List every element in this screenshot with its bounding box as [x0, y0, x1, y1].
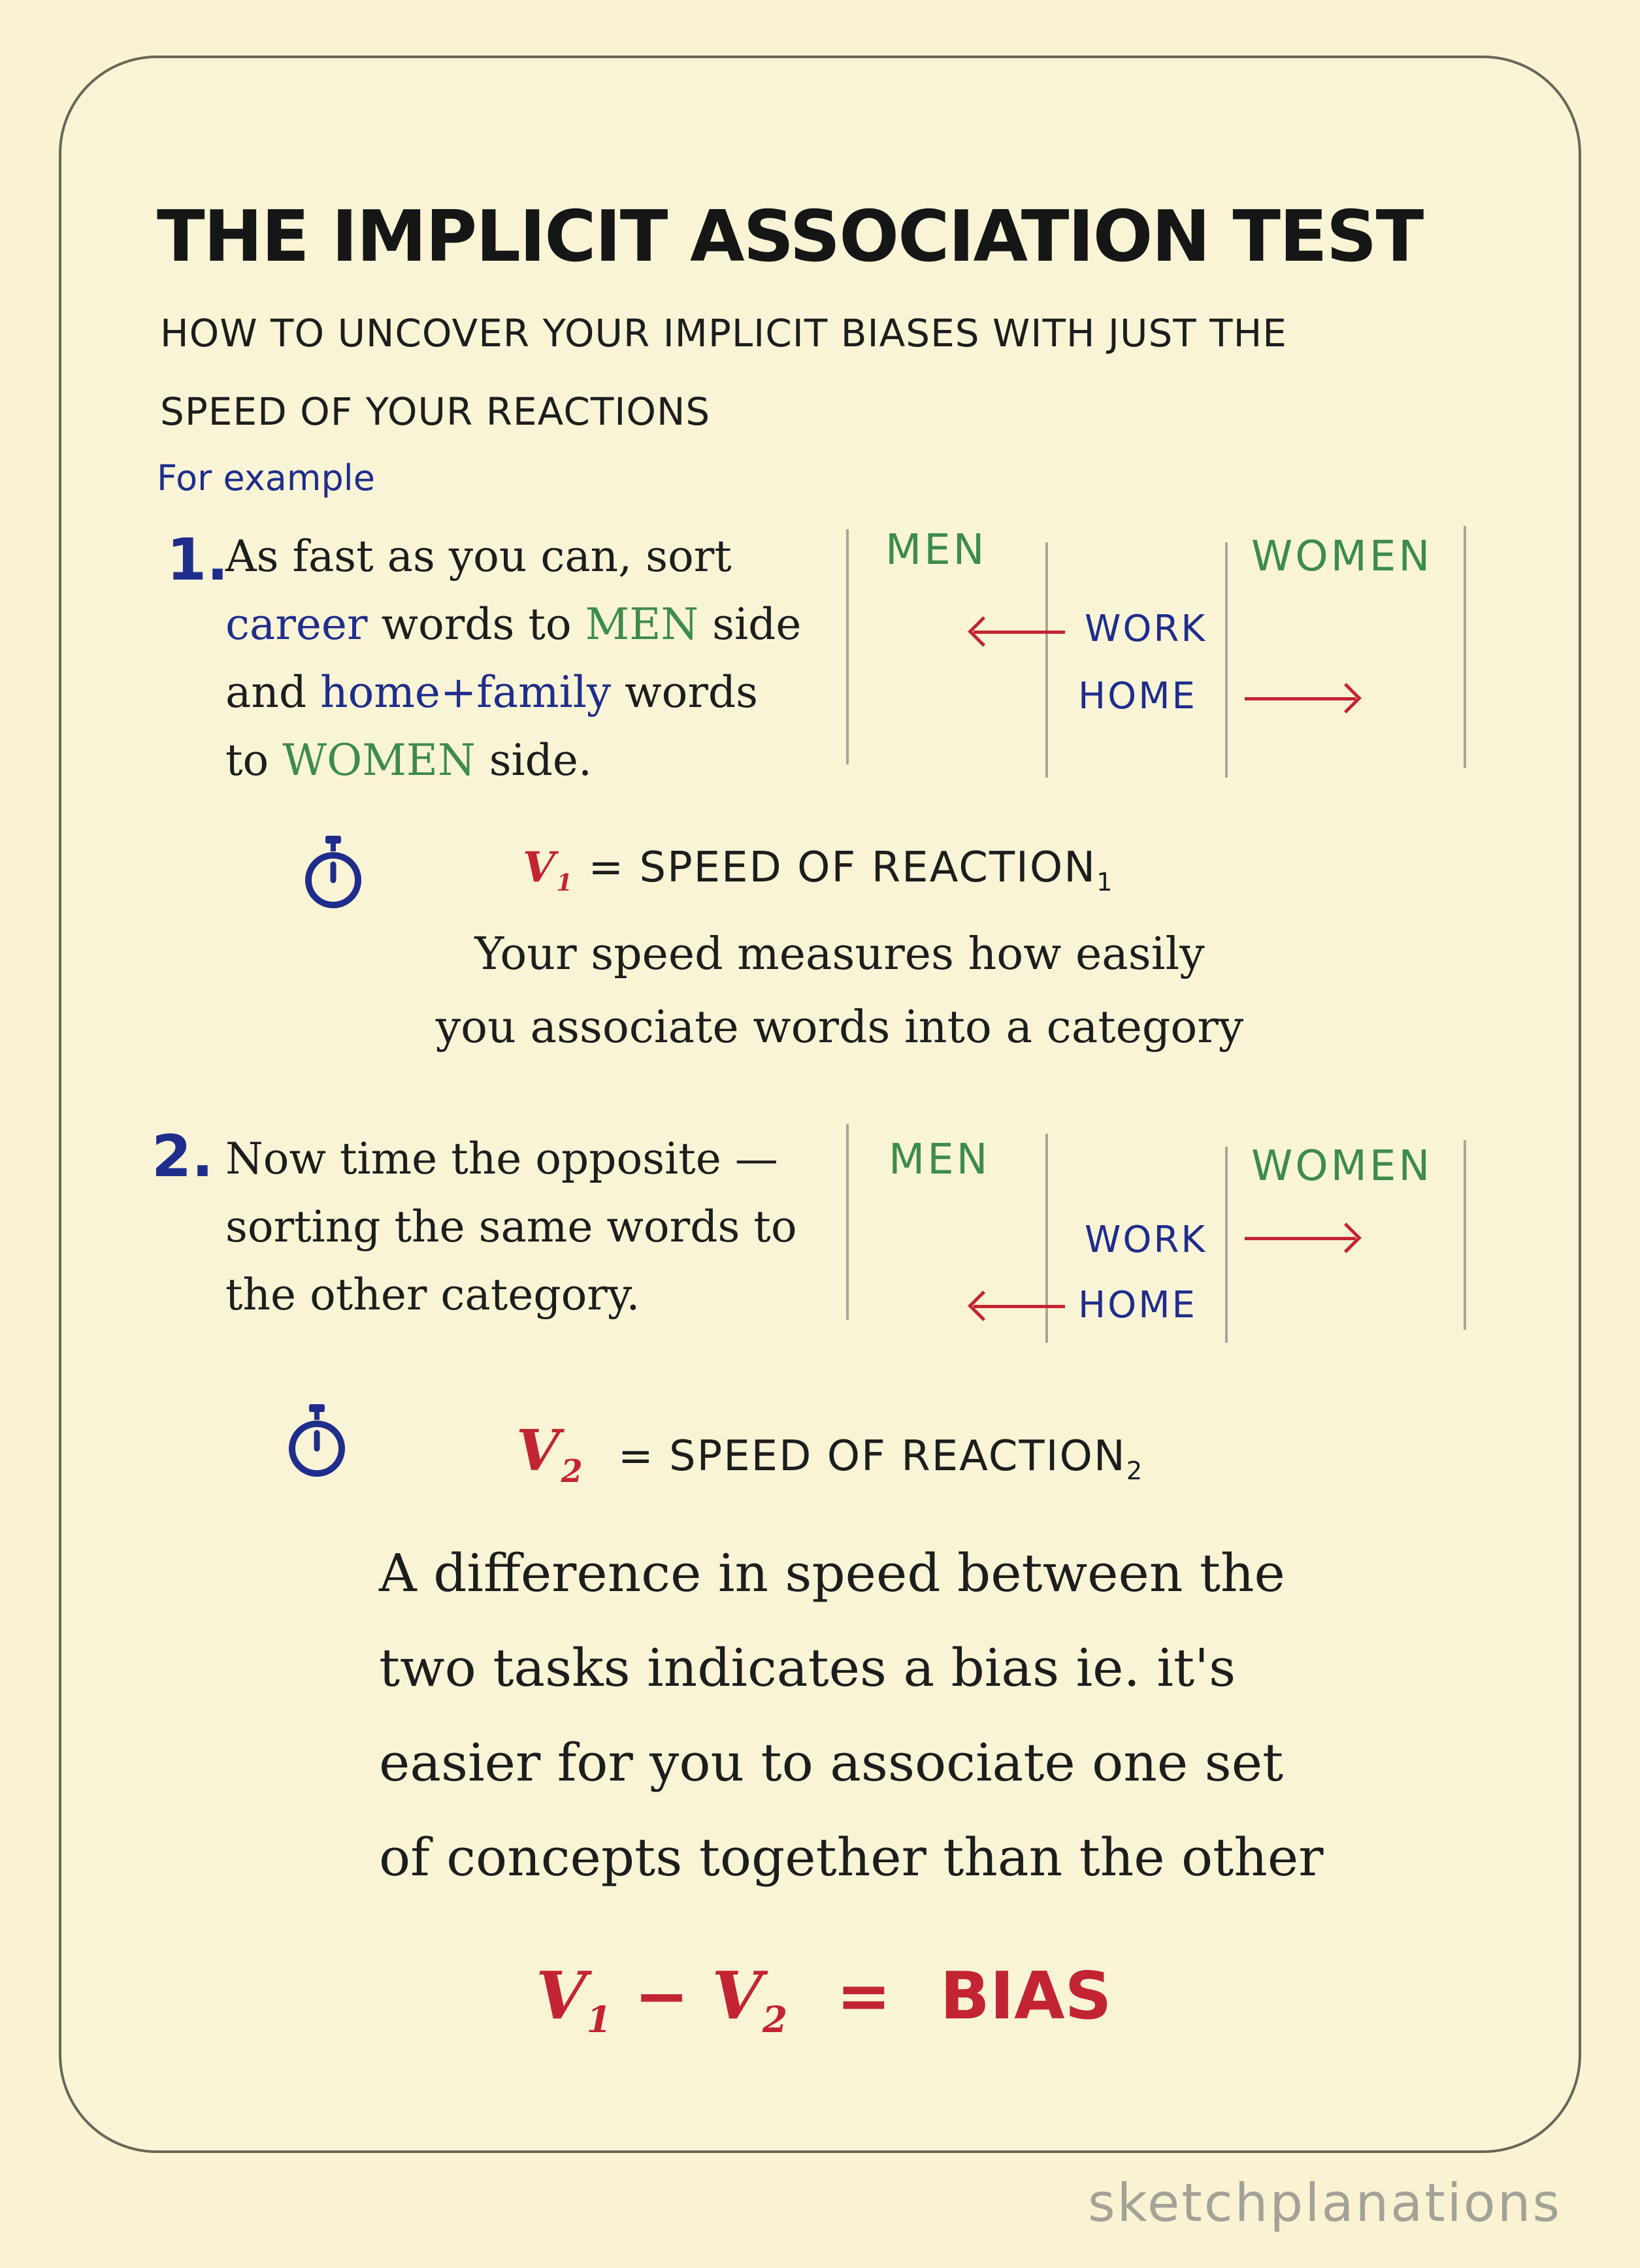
conclusion-line3: easier for you to associate one set [379, 1732, 1284, 1793]
step1-line1: As fast as you can, sort [225, 531, 732, 582]
step1-explanation [366, 918, 1313, 1064]
step1-number: 1. [167, 526, 229, 593]
minus-sign: − [634, 1958, 689, 2034]
bias-equation [536, 1957, 1112, 2041]
text-side: side [712, 599, 802, 649]
category-women: WOMEN [1251, 533, 1433, 581]
text-words-to: words to [381, 599, 572, 649]
text-to: to [225, 735, 269, 785]
formula-2-sub: 2 [1126, 1456, 1144, 1486]
arrow-right-icon [1245, 697, 1356, 700]
word-home-family: home+family [320, 667, 612, 717]
step2-line3: the other category. [225, 1270, 640, 1320]
step1-line4 [225, 727, 801, 795]
bias-label: BIAS [940, 1958, 1112, 2034]
step1-line3 [225, 659, 801, 727]
divider-line [1464, 1140, 1466, 1330]
conclusion-line1: A difference in speed between the [379, 1543, 1285, 1603]
divider-line [1045, 1134, 1048, 1343]
word-men: MEN [585, 599, 699, 649]
stimulus-home: HOME [1078, 1284, 1197, 1326]
conclusion-line4: of concepts together than the other [379, 1827, 1324, 1888]
formula-1-text: = SPEED OF REACTION [588, 844, 1097, 892]
step2-line1: Now time the opposite — [225, 1134, 778, 1184]
formula-2-text: = SPEED OF REACTION [618, 1432, 1126, 1481]
category-women: WOMEN [1251, 1142, 1433, 1191]
word-career: career [225, 599, 368, 649]
text-and: and [225, 667, 307, 717]
formula-1-sub: 1 [1096, 867, 1114, 897]
page-title: THE IMPLICIT ASSOCIATION TEST [157, 196, 1423, 278]
step2-number: 2. [152, 1123, 214, 1190]
divider-line [1225, 1147, 1228, 1343]
stimulus-work: WORK [1085, 1219, 1207, 1261]
equals-sign: = [836, 1958, 891, 2034]
explain-line2: you associate words into a category [435, 1002, 1244, 1053]
stimulus-work: WORK [1085, 608, 1207, 650]
category-men: MEN [885, 526, 987, 574]
stopwatch-icon [284, 1402, 350, 1480]
example-label: For example [157, 457, 375, 499]
text-side2: side. [489, 735, 592, 785]
step1-text [225, 523, 801, 795]
v2-symbol: $V_2$ [712, 1957, 788, 2041]
step2-line2: sorting the same words to [225, 1202, 797, 1252]
text-words: words [625, 667, 759, 717]
step1-line2 [225, 591, 801, 659]
arrow-left-icon [974, 631, 1065, 634]
arrow-left-icon [974, 1305, 1065, 1308]
divider-line [1464, 526, 1466, 768]
explain-line1: Your speed measures how easily [474, 929, 1205, 980]
divider-line [1045, 542, 1048, 778]
formula-1 [523, 843, 1114, 897]
stimulus-home: HOME [1078, 675, 1197, 717]
word-women: WOMEN [282, 735, 476, 785]
velocity-symbol: $V_1$ [523, 843, 574, 896]
formula-2 [516, 1418, 1143, 1490]
footer-brand: sketchplanations [1088, 2173, 1562, 2233]
page-subtitle: HOW TO UNCOVER YOUR IMPLICIT BIASES WITH JUST THE SPEED OF YOUR REACTIONS [160, 311, 1287, 434]
velocity-symbol: $V_2$ [516, 1418, 584, 1490]
stopwatch-icon [301, 833, 366, 912]
conclusion-text [379, 1526, 1323, 1905]
divider-line [846, 1124, 849, 1320]
conclusion-line2: two tasks indicates a bias ie. it's [379, 1637, 1236, 1698]
category-men: MEN [889, 1136, 991, 1184]
arrow-right-icon [1245, 1237, 1356, 1240]
step2-text [225, 1125, 797, 1329]
divider-line [1225, 542, 1228, 778]
v1-symbol: $V_1$ [536, 1957, 612, 2041]
divider-line [846, 529, 849, 764]
